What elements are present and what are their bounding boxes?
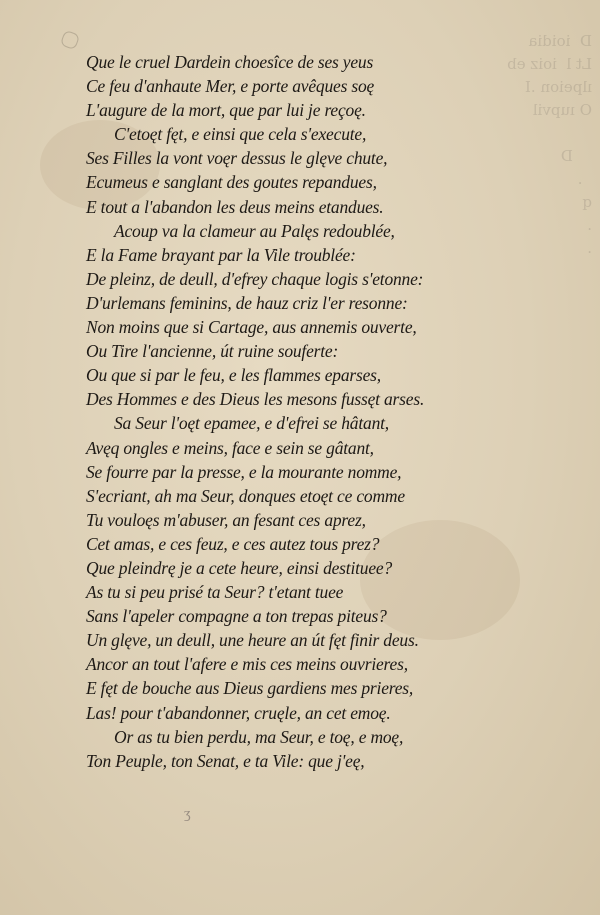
verse-line: Non moins que si Cartage, aus annemis ouverte,	[86, 317, 417, 338]
verse-line: Ou Tire l'ancienne, út ruine souferte:	[86, 341, 339, 362]
verse-line: L'augure de la mort, que par lui je reçoę.	[86, 100, 366, 121]
bleed-through-text: D ioidia Lt l ioiz eb ılpeion .I O ıupvil D . q . .	[507, 32, 592, 257]
verse-line: Ton Peuple, ton Senat, e ta Vile: que j'eę,	[86, 750, 365, 771]
verse-line: Ou que si par le feu, e les flammes eparses,	[86, 365, 381, 386]
verse-line: D'urlemans feminins, de hauz criz l'er resonne:	[86, 292, 408, 313]
verse-line: Avęq ongles e meins, face e sein se gâtant,	[86, 437, 374, 458]
catchword: ʒ	[184, 806, 191, 822]
verse-line: E tout a l'abandon les deus meins etandues.	[86, 196, 384, 217]
verse-line: Que pleindrę je a cete heure, einsi destituee?	[86, 557, 393, 578]
verse-line: Se fourre par la presse, e la mourante nomme,	[86, 461, 402, 482]
verse-line: Ce feu d'anhaute Mer, e porte avêques soę	[86, 76, 375, 97]
verse-line: Ancor an tout l'afere e mis ces meins ouvrieres,	[86, 654, 408, 675]
verse-line: As tu si peu prisé ta Seur? t'etant tuee	[86, 582, 344, 603]
verse-line: De pleinz, de deull, d'efrey chaque logis s'etonne:	[86, 268, 424, 289]
verse-line: E fęt de bouche aus Dieus gardiens mes prieres,	[86, 678, 414, 699]
verse-line: S'ecriant, ah ma Seur, donques etoęt ce comme	[86, 485, 405, 506]
verse-line: E la Fame brayant par la Vile troublée:	[86, 244, 356, 265]
verse-line: Des Hommes e des Dieus les mesons fussęt arses.	[86, 389, 425, 410]
verse-line: Ecumeus e sanglant des goutes repandues,	[86, 172, 377, 193]
verse-line: C'etoęt fęt, e einsi que cela s'execute,	[114, 124, 367, 145]
verse-line: Tu vouloęs m'abuser, an fesant ces aprez,	[86, 509, 366, 530]
verse-line: Or as tu bien perdu, ma Seur, e toę, e moę,	[114, 726, 404, 747]
paper-mark	[60, 30, 81, 51]
verse-line: Un glęve, un deull, une heure an út fęt finir deus.	[86, 630, 419, 651]
poem-verses	[86, 50, 516, 773]
verse-line: Sa Seur l'oęt epamee, e d'efrei se hâtant,	[114, 413, 389, 434]
verse-line: Que le cruel Dardein choesîce de ses yeus	[86, 52, 374, 72]
verse-line: Las! pour t'abandonner, cruęle, an cet emoę.	[86, 702, 391, 723]
verse-line: Cet amas, e ces feuz, e ces autez tous prez?	[86, 533, 380, 554]
verse-line: Sans l'apeler compagne a ton trepas piteus?	[86, 606, 387, 627]
verse-line: Acoup va la clameur au Palęs redoublée,	[114, 220, 395, 241]
verse-line: Ses Filles la vont voęr dessus le glęve chute,	[86, 148, 388, 169]
